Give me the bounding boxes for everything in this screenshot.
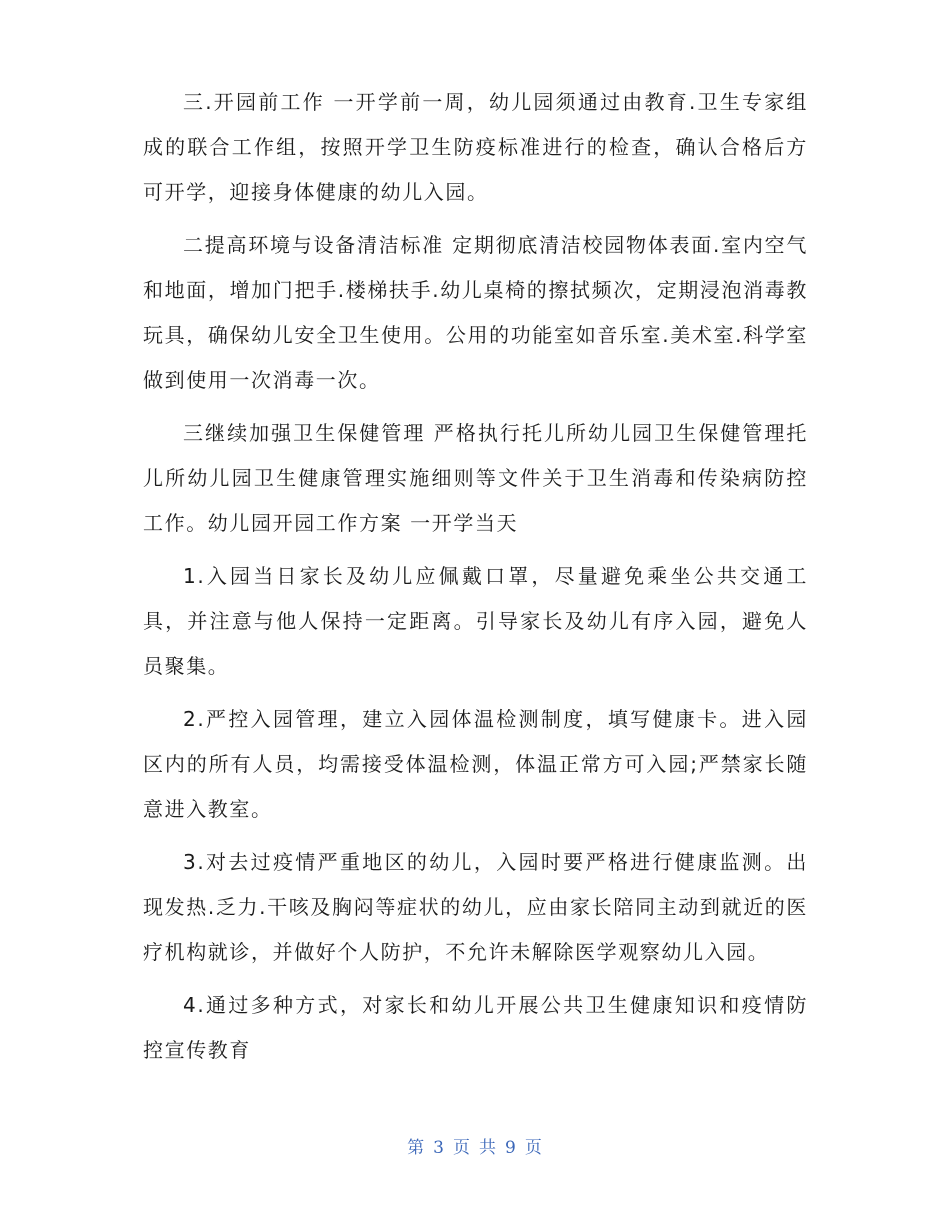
page-footer bbox=[0, 1133, 950, 1158]
paragraph-item-4: 4.通过多种方式，对家长和幼儿开展公共卫生健康知识和疫情防控宣传教育 bbox=[143, 993, 808, 1062]
paragraph-cleaning-standards: 二提高环境与设备清洁标准 定期彻底清洁校园物体表面.室内空气和地面，增加门把手.楼梯扶手.幼儿桌椅的擦拭频次，定期浸泡消毒教玩具，确保幼儿安全卫生使用。公用的功能室如音乐室.美术室.科学室做到使用一次消毒一次。 bbox=[143, 233, 808, 392]
paragraph-health-management: 三继续加强卫生保健管理 严格执行托儿所幼儿园卫生保健管理托儿所幼儿园卫生健康管理实施细则等文件关于卫生消毒和传染病防控工作。幼儿园开园工作方案 一开学当天 bbox=[143, 421, 808, 535]
footer-total-prefix: 共 bbox=[479, 1138, 497, 1158]
paragraph-item-1: 1.入园当日家长及幼儿应佩戴口罩，尽量避免乘坐公共交通工具，并注意与他人保持一定距离。引导家长及幼儿有序入园，避免人员聚集。 bbox=[143, 564, 808, 678]
footer-page-label: 页 bbox=[453, 1138, 471, 1158]
paragraph-opening-work: 三.开园前工作 一开学前一周，幼儿园须通过由教育.卫生专家组成的联合工作组，按照开学卫生防疫标准进行的检查，确认合格后方可开学，迎接身体健康的幼儿入园。 bbox=[143, 90, 808, 204]
footer-prefix: 第 bbox=[407, 1138, 426, 1158]
paragraph-item-3: 3.对去过疫情严重地区的幼儿，入园时要严格进行健康监测。出现发热.乏力.干咳及胸闷等症状的幼儿，应由家长陪同主动到就近的医疗机构就诊，并做好个人防护，不允许未解除医学观察幼儿入园。 bbox=[143, 850, 808, 964]
footer-current-page: 3 bbox=[433, 1138, 445, 1158]
footer-total-label: 页 bbox=[524, 1138, 543, 1158]
footer-total-pages: 9 bbox=[505, 1138, 517, 1158]
document-body bbox=[143, 80, 808, 1081]
paragraph-item-2: 2.严控入园管理，建立入园体温检测制度，填写健康卡。进入园区内的所有人员，均需接受体温检测，体温正常方可入园;严禁家长随意进入教室。 bbox=[143, 707, 808, 821]
